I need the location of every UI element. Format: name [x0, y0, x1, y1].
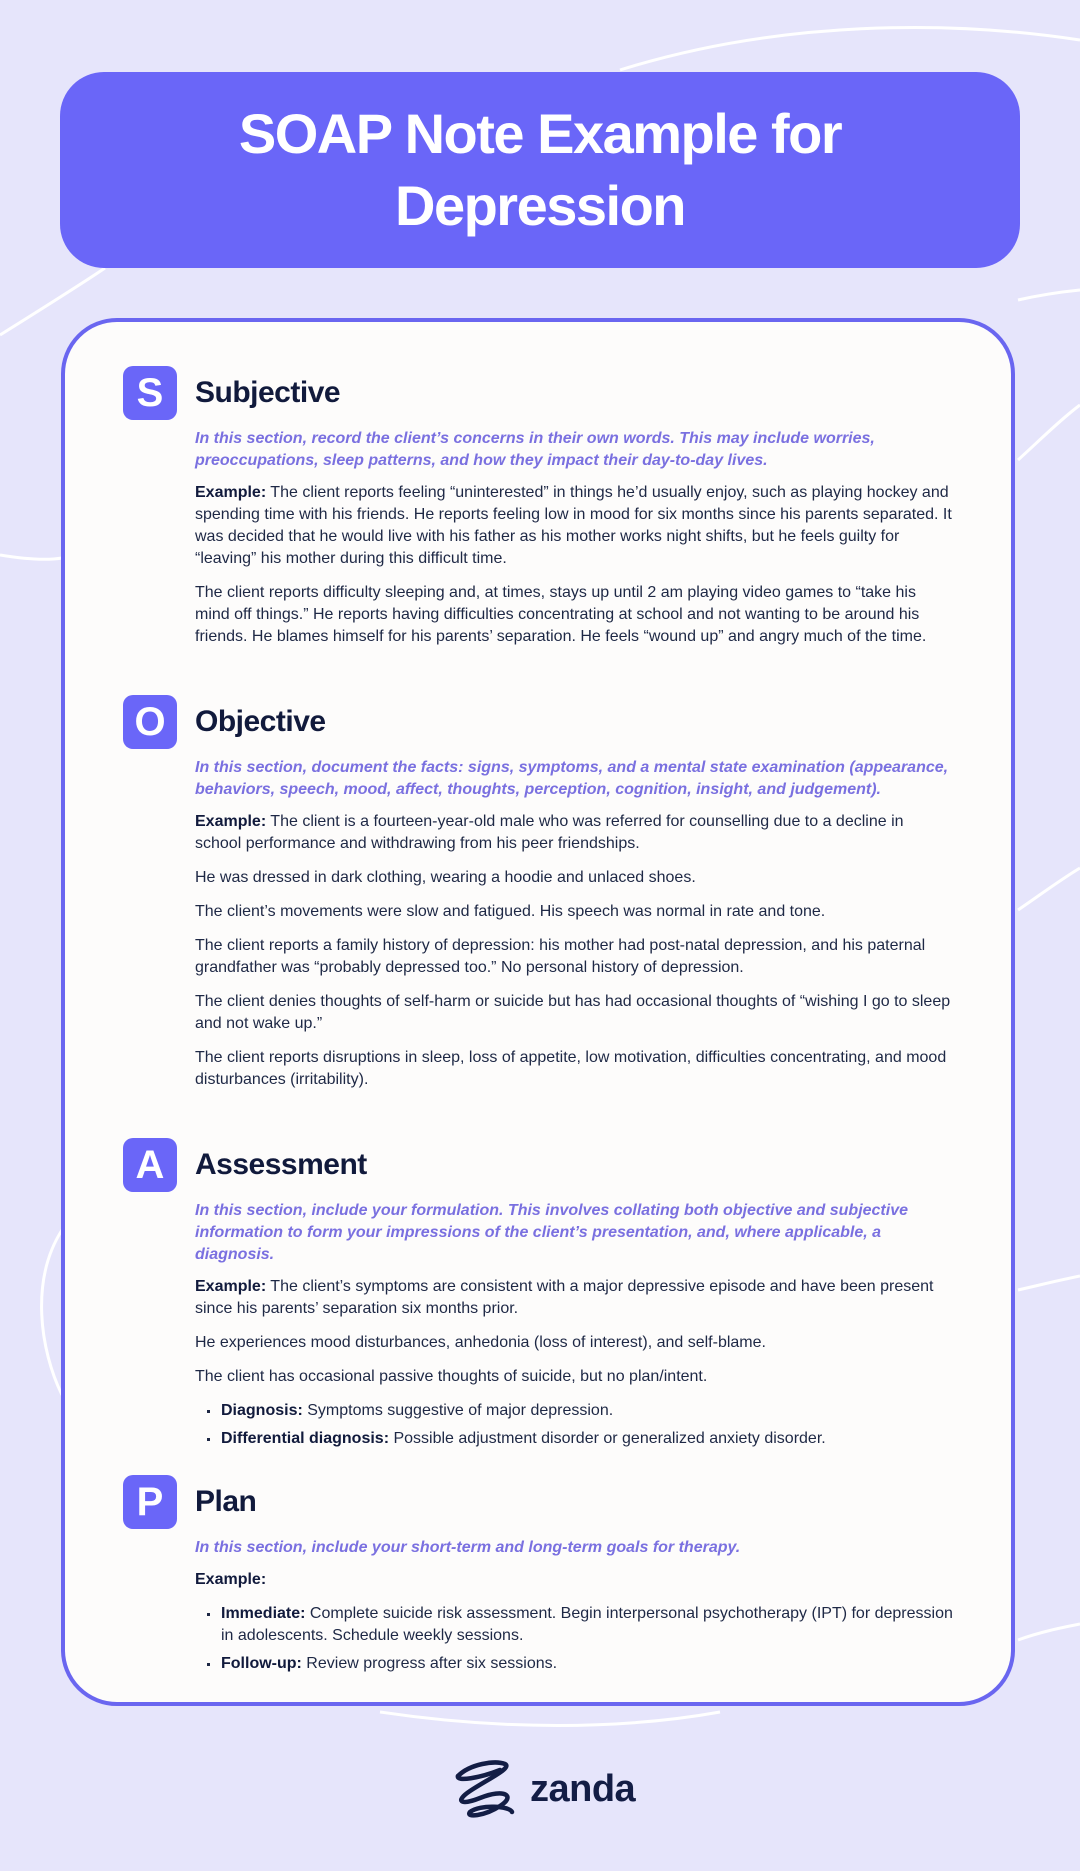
example-text: The client is a fourteen-year-old male who was referred for counselling due to a decline in school performance and withdrawing from his peer friendships.: [195, 813, 904, 852]
page-title: SOAP Note Example for Depression: [238, 102, 842, 237]
section-title: Objective: [195, 705, 326, 738]
example-paragraph: [195, 811, 953, 855]
section-title: Subjective: [195, 376, 341, 409]
bullet-label: Differential diagnosis:: [221, 1430, 390, 1447]
example-text: The client reports feeling “uninterested” in things he’d usually enjoy, such as playing hockey and spending time with his friends. He reports feeling low in mood for six months since his parents separated. It was decided that he would live with his father as his mother works night shifts, but he feels guilty for “leaving” his mother during this difficult time.: [195, 484, 952, 567]
section-subjective: [123, 366, 953, 660]
bullet-label: Diagnosis:: [221, 1402, 303, 1419]
paragraph: The client reports difficulty sleeping and, at times, stays up until 2 am playing video games to “take his mind off things.” He reports having difficulties concentrating at school and not wanting to be around his friends. He blames himself for his parents’ separation. He feels “wound up” and angry much of the time.: [195, 584, 927, 645]
example-paragraph: [195, 1569, 953, 1591]
list-item: [221, 1653, 953, 1675]
section-objective: [123, 695, 953, 1103]
list-item: [221, 1603, 953, 1647]
bullet-text: Symptoms suggestive of major depression.: [302, 1402, 614, 1419]
section-title: Plan: [195, 1485, 257, 1518]
section-title: Assessment: [195, 1148, 367, 1181]
example-paragraph: [195, 482, 953, 570]
example-label: Example:: [195, 813, 267, 830]
zanda-logo: [450, 1756, 635, 1822]
section-badge: O: [123, 695, 177, 749]
section-hint: In this section, include your formulation. This involves collating both objective and subjective information to form your impressions of the client’s presentation, and, where applicable, a diagnosis.: [195, 1202, 908, 1263]
paragraph: He experiences mood disturbances, anhedonia (loss of interest), and self-blame.: [195, 1334, 766, 1351]
soap-card: [61, 318, 1015, 1706]
example-paragraph: [195, 1276, 953, 1320]
paragraph: He was dressed in dark clothing, wearing a hoodie and unlaced shoes.: [195, 869, 696, 886]
list-item: [221, 1400, 953, 1422]
example-label: Example:: [195, 1571, 267, 1588]
section-hint: In this section, include your short-term and long-term goals for therapy.: [195, 1539, 741, 1556]
paragraph: The client has occasional passive thoughts of suicide, but no plan/intent.: [195, 1368, 708, 1385]
logo-text: zanda: [530, 1767, 636, 1810]
bullet-list: [195, 1400, 953, 1450]
zanda-scribble-icon: [450, 1756, 520, 1822]
example-label: Example:: [195, 1278, 267, 1295]
section-assessment: [123, 1138, 953, 1456]
paragraph: The client reports disruptions in sleep, loss of appetite, low motivation, difficulties concentrating, and mood disturbances (irritability).: [195, 1049, 947, 1088]
bullet-list: [195, 1603, 953, 1675]
bullet-text: Possible adjustment disorder or generalized anxiety disorder.: [389, 1430, 826, 1447]
example-text: The client’s symptoms are consistent with a major depressive episode and have been present since his parents’ separation six months prior.: [195, 1278, 934, 1317]
example-label: Example:: [195, 484, 267, 501]
section-hint: In this section, document the facts: signs, symptoms, and a mental state examination (appearance, behaviors, speech, mood, affect, thoughts, perception, cognition, insight, and judgement).: [195, 759, 949, 798]
section-plan: [123, 1475, 953, 1681]
paragraph: The client reports a family history of depression: his mother had post-natal depression, and his paternal grandfather was “probably depressed too.” No personal history of depression.: [195, 937, 926, 976]
list-item: [221, 1428, 953, 1450]
bullet-text: Complete suicide risk assessment. Begin interpersonal psychotherapy (IPT) for depression in adolescents. Schedule weekly sessions.: [221, 1605, 953, 1644]
paragraph: The client denies thoughts of self-harm or suicide but has had occasional thoughts of “wishing I go to sleep and not wake up.”: [195, 993, 951, 1032]
bullet-label: Follow-up:: [221, 1655, 302, 1672]
section-badge: P: [123, 1475, 177, 1529]
bullet-text: Review progress after six sessions.: [301, 1655, 558, 1672]
section-hint: In this section, record the client’s concerns in their own words. This may include worries, preoccupations, sleep patterns, and how they impact their day-to-day lives.: [195, 430, 875, 469]
bullet-label: Immediate:: [221, 1605, 306, 1622]
section-badge: S: [123, 366, 177, 420]
title-banner: [60, 72, 1020, 268]
paragraph: The client’s movements were slow and fatigued. His speech was normal in rate and tone.: [195, 903, 826, 920]
section-badge: A: [123, 1138, 177, 1192]
